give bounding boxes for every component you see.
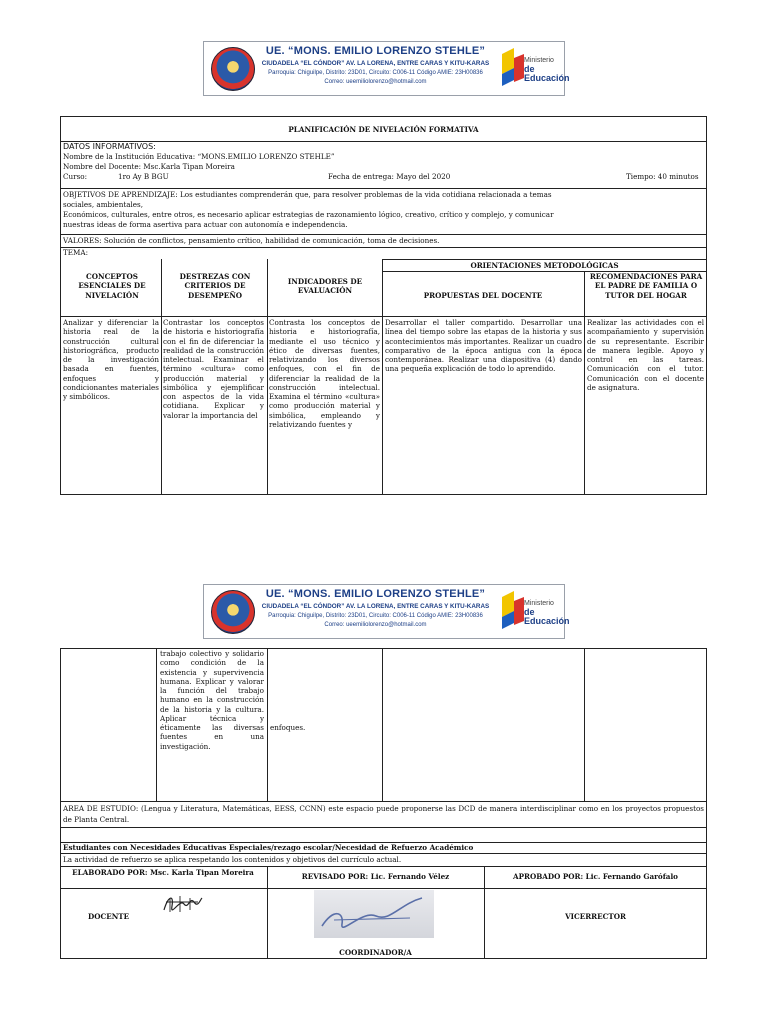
ministry-line1: Ministerio	[524, 600, 554, 607]
coordinador-signature-photo	[314, 890, 434, 938]
docente-signature-icon	[160, 892, 204, 918]
aprobado-por: APROBADO POR: Lic. Fernando Garófalo	[513, 872, 678, 881]
school-name: UE. “MONS. EMILIO LORENZO STEHLE”	[265, 588, 486, 600]
school-seal-icon	[211, 47, 255, 91]
col-conceptos: CONCEPTOS ESENCIALES DE NIVELACIÓN	[78, 272, 146, 300]
col-propuestas: PROPUESTAS DEL DOCENTE	[423, 291, 543, 300]
row2-destrezas: trabajo colectivo y solidario como condición de la existencia y supervivencia humana. Explicar y valorar la función del trabajo humano en la construcción de la historia y la cultura. Aplicar técnica y éticamente las diversas fuentes en una investigación.	[160, 649, 264, 751]
docente-label: DOCENTE	[88, 912, 130, 921]
nee-text: Estudiantes con Necesidades Educativas Especiales/rezago escolar/Necesidad de Refuerzo Académico	[63, 843, 474, 852]
school-parish: Parroquia: Chiguilpe, Distrito: 23D01, Circuito: C006-11 Código AMIE: 23H00836	[268, 70, 483, 76]
revisado-por: REVISADO POR: Lic. Fernando Vélez	[301, 872, 450, 881]
ministry-line2: de Educación	[524, 64, 570, 83]
objectives-line4: nuestras ideas de forma asertiva para actuar con autonomía e independencia.	[63, 220, 348, 229]
school-header-banner	[203, 41, 570, 96]
school-name: UE. “MONS. EMILIO LORENZO STEHLE”	[265, 45, 486, 57]
info-institution: Nombre de la Institución Educativa: “MONS.EMILIO LORENZO STEHLE”	[63, 152, 335, 161]
school-email: Correo: ueemiliolorenzo@hotmail.com	[324, 79, 427, 85]
elaborado-por: ELABORADO POR: Msc. Karla Tipan Moreira	[72, 868, 254, 877]
col-recomendaciones: RECOMENDACIONES PARA EL PADRE DE FAMILIA O TUTOR DEL HOGAR	[589, 272, 703, 300]
row1-conceptos: Analizar y diferenciar la historia real de la construcción cultural historiográfica, producto de la investigación basada en fuentes, enfoques y condicionantes materiales y simbólicos.	[63, 318, 159, 401]
objectives-line2: sociales, ambientales,	[63, 200, 144, 209]
tema-label: TEMA:	[63, 248, 89, 257]
values-text: VALORES: Solución de conflictos, pensamiento crítico, habilidad de comunicación, toma de decisiones.	[63, 236, 440, 245]
info-teacher: Nombre del Docente: Msc.Karla Tipan Moreira	[63, 162, 235, 171]
row1-recomendaciones: Realizar las actividades con el acompañamiento y supervisión de su representante. Escribir de manera legible. Apoyo y control en las tareas. Comunicación con el tutor. Comunicación con el docente de asignatura.	[587, 318, 704, 392]
row1-indicadores: Contrasta los conceptos de historia e historiografía, mediante el uso técnico y ético de diversas fuentes, relativizando los diversos enfoques, con el fin de diferenciar la realidad de la construcción intelectual. Examina el término «cultura» como producción material y simbólica, empleando y relativizando fuentes y	[269, 318, 380, 429]
school-parish: Parroquia: Chiguilpe, Distrito: 23D01, Circuito: C006-11 Código AMIE: 23H00836	[268, 613, 483, 619]
info-delivery-date: Fecha de entrega: Mayo del 2020	[328, 172, 451, 181]
info-time: Tiempo: 40 minutos	[626, 172, 699, 181]
school-email: Correo: ueemiliolorenzo@hotmail.com	[324, 622, 427, 628]
school-address: CIUDADELA “EL CÓNDOR” AV. LA LORENA, ENTRE CARAS Y KITU-KARAS	[261, 60, 490, 67]
row1-destrezas: Contrastar los conceptos de historia e historiografía con el fin de diferenciar la realidad de la construcción intelectual. Examinar el término «cultura» como producción material y simbólica y ejemplificar con aspectos de la vida cotidiana. Explicar y valorar la importancia del	[163, 318, 264, 420]
objectives-line3: Económicos, culturales, entre otros, es necesario aplicar estrategias de razonamiento lógico, creativo, crítico y complejo, y comunicar	[63, 210, 554, 219]
area-estudio: AREA DE ESTUDIO: (Lengua y Literatura, Matemáticas, EESS, CCNN) este espacio puede proponerse las DCD de manera interdisciplinar como en los proyectos propuestos de Planta Central.	[63, 804, 704, 824]
info-course-label: Curso:	[63, 172, 88, 181]
school-address: CIUDADELA “EL CÓNDOR” AV. LA LORENA, ENTRE CARAS Y KITU-KARAS	[261, 603, 490, 610]
objectives-line1: OBJETIVOS DE APRENDIZAJE: Los estudiantes comprenderán que, para resolver problemas de la vida cotidiana relacionada a temas	[63, 190, 552, 199]
school-header-banner-2	[203, 584, 570, 639]
orientaciones-header: ORIENTACIONES METODOLÓGICAS	[470, 261, 619, 270]
planning-title: PLANIFICACIÓN DE NIVELACIÓN FORMATIVA	[288, 125, 479, 134]
row2-indicadores: enfoques.	[270, 723, 306, 732]
info-heading: DATOS INFORMATIVOS:	[63, 142, 156, 151]
ministry-line2: de Educación	[524, 607, 570, 626]
col-indicadores: INDICADORES DE EVALUACIÓN	[287, 277, 363, 296]
info-course-value: 1ro Ay B BGU	[118, 172, 169, 181]
coordinador-label: COORDINADOR/A	[339, 948, 412, 957]
school-seal-icon	[211, 590, 255, 634]
vicerrector-label: VICERRECTOR	[565, 912, 626, 921]
coordinador-signature-icon	[314, 890, 434, 938]
col-destrezas: DESTREZAS CON CRITERIOS DE DESEMPEÑO	[179, 272, 251, 300]
refuerzo-text: La actividad de refuerzo se aplica respetando los contenidos y objetivos del currículo actual.	[63, 855, 402, 864]
ministry-line1: Ministerio	[524, 57, 554, 64]
row1-propuestas: Desarrollar el taller compartido. Desarrollar una línea del tiempo sobre las etapas de la historia y sus acontecimientos más importantes. Realizar un cuadro comparativo de la época antigua con la época contemporánea. Realizar una diapositiva (4) dando una pequeña explicación de todo lo aprendido.	[385, 318, 582, 374]
